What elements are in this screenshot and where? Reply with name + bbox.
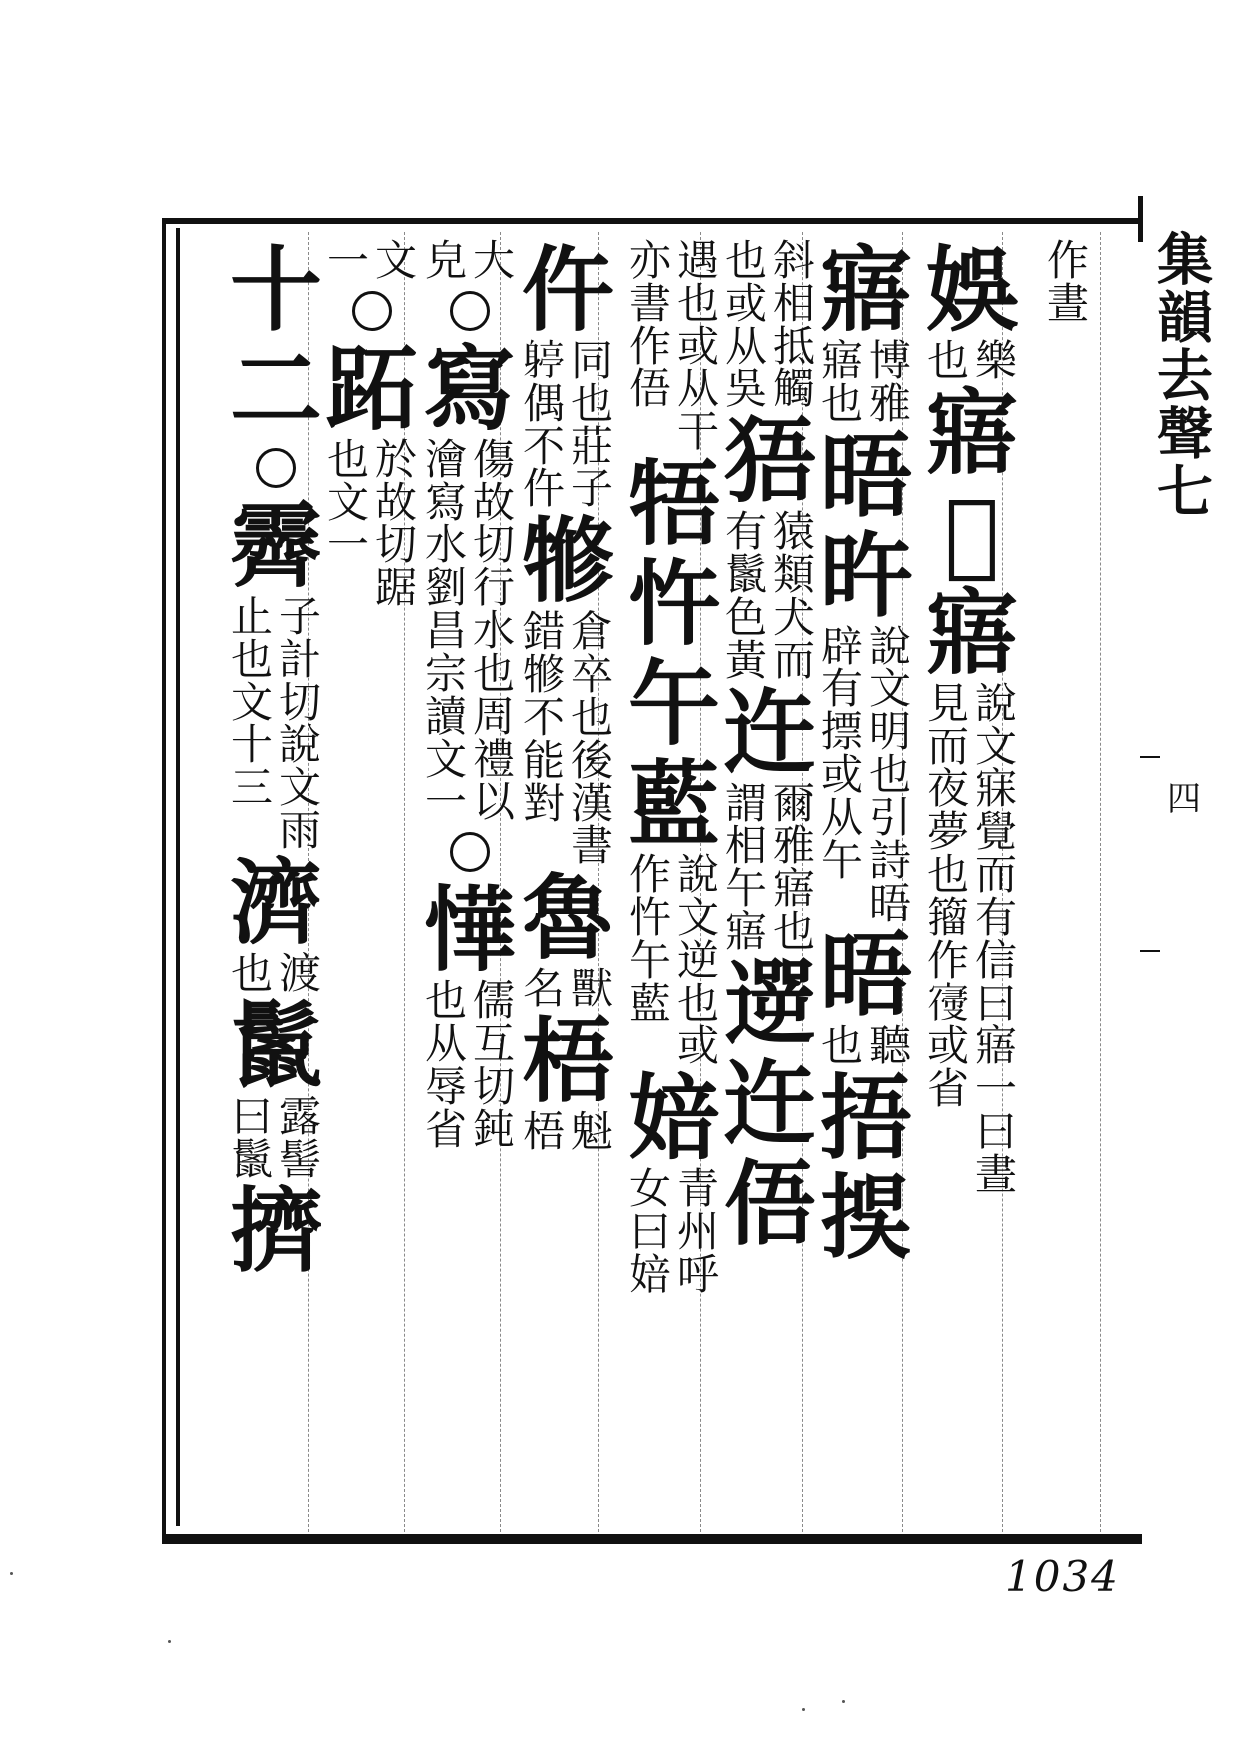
annotation-left-line: 也 — [230, 948, 273, 998]
text-column — [820, 236, 913, 1540]
annotation-left-line: 也 文 一 — [326, 434, 369, 570]
section-circle-icon — [256, 448, 296, 488]
scan-speck — [10, 1572, 13, 1575]
annotation-left-line: 錯 㹋 不 能 對 — [522, 607, 565, 828]
double-line-annotation — [424, 976, 516, 1154]
scan-speck — [842, 1700, 845, 1703]
double-line-annotation — [522, 1107, 614, 1157]
frame-inner-border — [176, 228, 180, 1526]
headword: 二 — [230, 336, 323, 444]
annotation-right-line: 傷 故 切 行 水 也 周 禮 以 — [473, 434, 516, 827]
annotation-left-line: 見 而 夜 夢 也 籀 作 𡪢 或 省 — [926, 678, 969, 1114]
double-line-annotation — [724, 236, 816, 414]
annotation-left-line: 一 — [326, 236, 369, 285]
double-line-annotation — [628, 1164, 720, 1299]
headword: 十 — [230, 236, 323, 344]
annotation-left-line: 作 忤 午 藍 — [628, 850, 671, 1028]
scan-speck — [168, 1640, 171, 1643]
headword: 晤 — [820, 421, 913, 530]
annotation-right-line: 斜 相 抵 觸 — [773, 236, 816, 414]
headword: 寫 — [424, 334, 517, 443]
section-circle-icon — [450, 291, 490, 331]
double-line-annotation — [522, 607, 614, 871]
headword: 㦊 — [424, 876, 517, 985]
annotation-left-line: 謂 相 午 寤 — [724, 778, 767, 957]
annotation-right-line: 於 故 切 踞 — [375, 434, 418, 613]
double-line-annotation — [326, 434, 418, 613]
headword: 捂 — [820, 1064, 913, 1173]
annotation-right-line: 魁 — [571, 1107, 614, 1157]
annotation-right-line: 說 文 明 也 引 詩 晤 — [869, 621, 912, 928]
annotation-right-line: 文 — [375, 236, 418, 285]
annotation-left-line: 也 — [820, 1021, 863, 1071]
annotation-left-line: 有 鬛 色 黃 — [724, 507, 767, 685]
text-column — [424, 236, 517, 1540]
fold-rule — [1140, 950, 1160, 952]
headword: 捑 — [820, 1164, 913, 1273]
annotation-right-line: 說 文 逆 也 或 — [677, 850, 720, 1071]
section-circle-icon — [450, 832, 490, 872]
headword: 俉 — [724, 1149, 817, 1258]
headword: 寤 — [820, 236, 913, 344]
double-line-annotation — [724, 507, 816, 685]
text-column — [230, 236, 323, 1540]
annotation-right-line: 遇 也 或 从 干 — [677, 236, 720, 457]
headword: 𪮨 — [944, 478, 1000, 587]
text-column — [326, 236, 419, 1540]
headword: 霽 — [230, 492, 323, 600]
headword: 魯 — [522, 864, 615, 973]
headword: 忤 — [628, 550, 721, 659]
annotation-left-line: 皃 — [424, 236, 467, 285]
double-line-annotation — [522, 964, 614, 1014]
text-column — [1022, 236, 1114, 1540]
fold-section-mark: 四 — [1160, 780, 1201, 814]
double-line-annotation — [820, 1021, 912, 1071]
double-line-annotation — [326, 236, 418, 285]
headword: 旿 — [820, 521, 913, 630]
annotation-left-line: 也 — [926, 336, 969, 385]
headword: 迕 — [724, 678, 817, 787]
annotation-right-line: 博 雅 — [869, 336, 912, 428]
text-column — [926, 236, 1019, 1540]
annotation-right-line: 渡 — [279, 948, 322, 998]
headword: 遻 — [724, 949, 817, 1058]
headword: 娛 — [926, 236, 1019, 344]
annotation-left-line: 名 — [522, 964, 565, 1014]
annotation-right-line: 聽 — [869, 1021, 912, 1071]
headword: 午 — [628, 650, 721, 759]
double-line-annotation — [424, 236, 516, 285]
headword: 婄 — [628, 1064, 721, 1173]
annotation-right-line: 青 州 呼 — [677, 1164, 720, 1299]
annotation-right-line: 大 — [473, 236, 516, 285]
annotation-left-line: 澮 寫 水 劉 昌 宗 讀 文 一 — [424, 434, 467, 827]
headword: 跖 — [326, 334, 419, 443]
annotation-left-line: 止 也 文 十 三 — [230, 592, 273, 813]
text-column — [522, 236, 615, 1540]
annotation-char: 作 — [1046, 236, 1089, 285]
annotation-right-line: 子 計 切 說 文 雨 — [279, 592, 322, 856]
headword: 梧 — [522, 1007, 615, 1116]
annotation-left-line: 也 或 从 吳 — [724, 236, 767, 414]
annotation-left-line: 也 从 辱 省 — [424, 976, 467, 1154]
annotation-right-line: 倉 卒 也 後 漢 書 — [571, 607, 614, 871]
annotation-right-line: 露 髻 — [279, 1091, 322, 1184]
annotation-right-line: 樂 — [975, 336, 1018, 385]
headword: 㹋 — [522, 507, 615, 616]
headword: 鬛 — [230, 991, 323, 1100]
page-number: 1034 — [1005, 1552, 1120, 1601]
annotation-left-line: 寤 也 — [820, 336, 863, 428]
headword: 寤 — [926, 578, 1019, 687]
double-line-annotation — [926, 678, 1018, 1199]
double-line-annotation — [628, 850, 720, 1071]
headword: 擠 — [230, 1177, 323, 1286]
double-line-annotation — [230, 948, 322, 998]
headword: 牾 — [628, 450, 721, 559]
annotation-left-line: 辟 有 摽 或 从 午 — [820, 621, 863, 885]
annotation-right-line: 獸 — [571, 964, 614, 1014]
fold-rule — [1140, 756, 1160, 758]
headword: 迕 — [724, 1049, 817, 1158]
double-line-annotation — [230, 1091, 322, 1184]
annotation-right-line: 猿 類 犬 而 — [773, 507, 816, 685]
double-line-annotation — [522, 336, 614, 514]
double-line-annotation — [230, 592, 322, 856]
headword: 㹳 — [724, 407, 817, 516]
fold-margin — [1146, 230, 1216, 1150]
double-line-annotation — [724, 778, 816, 957]
double-line-annotation — [820, 336, 912, 428]
section-circle-icon — [352, 291, 392, 331]
headword: 晤 — [820, 921, 913, 1030]
annotation-right-line: 同 也 莊 子 — [571, 336, 614, 514]
double-line-annotation — [424, 434, 516, 827]
annotation-left-line: 𨉬 偶 不 仵 — [522, 336, 565, 514]
double-line-annotation — [820, 621, 912, 928]
headword: 寤 — [926, 378, 1019, 487]
text-column — [628, 236, 721, 1540]
fold-title: 集韻去聲七 — [1148, 230, 1214, 520]
annotation-right-line: 說 文 寐 覺 而 有 信 曰 寤 一 曰 晝 — [975, 678, 1018, 1199]
headword: 濟 — [230, 848, 323, 957]
annotation-right-line: 儒 互 切 鈍 — [473, 976, 516, 1154]
headword: 藍 — [628, 750, 721, 859]
annotation-char: 晝 — [1046, 278, 1089, 328]
text-column — [724, 236, 817, 1540]
double-line-annotation — [926, 336, 1018, 385]
annotation-left-line: 亦 書 作 俉 — [628, 236, 671, 414]
annotation-left-line: 女 曰 婄 — [628, 1164, 671, 1299]
headword: 仵 — [522, 236, 615, 344]
double-line-annotation — [628, 236, 720, 457]
scan-speck — [802, 1708, 805, 1711]
annotation-left-line: 曰 鬛 — [230, 1091, 273, 1184]
annotation-left-line: 梧 — [522, 1107, 565, 1157]
annotation-right-line: 爾 雅 寤 也 — [773, 778, 816, 957]
